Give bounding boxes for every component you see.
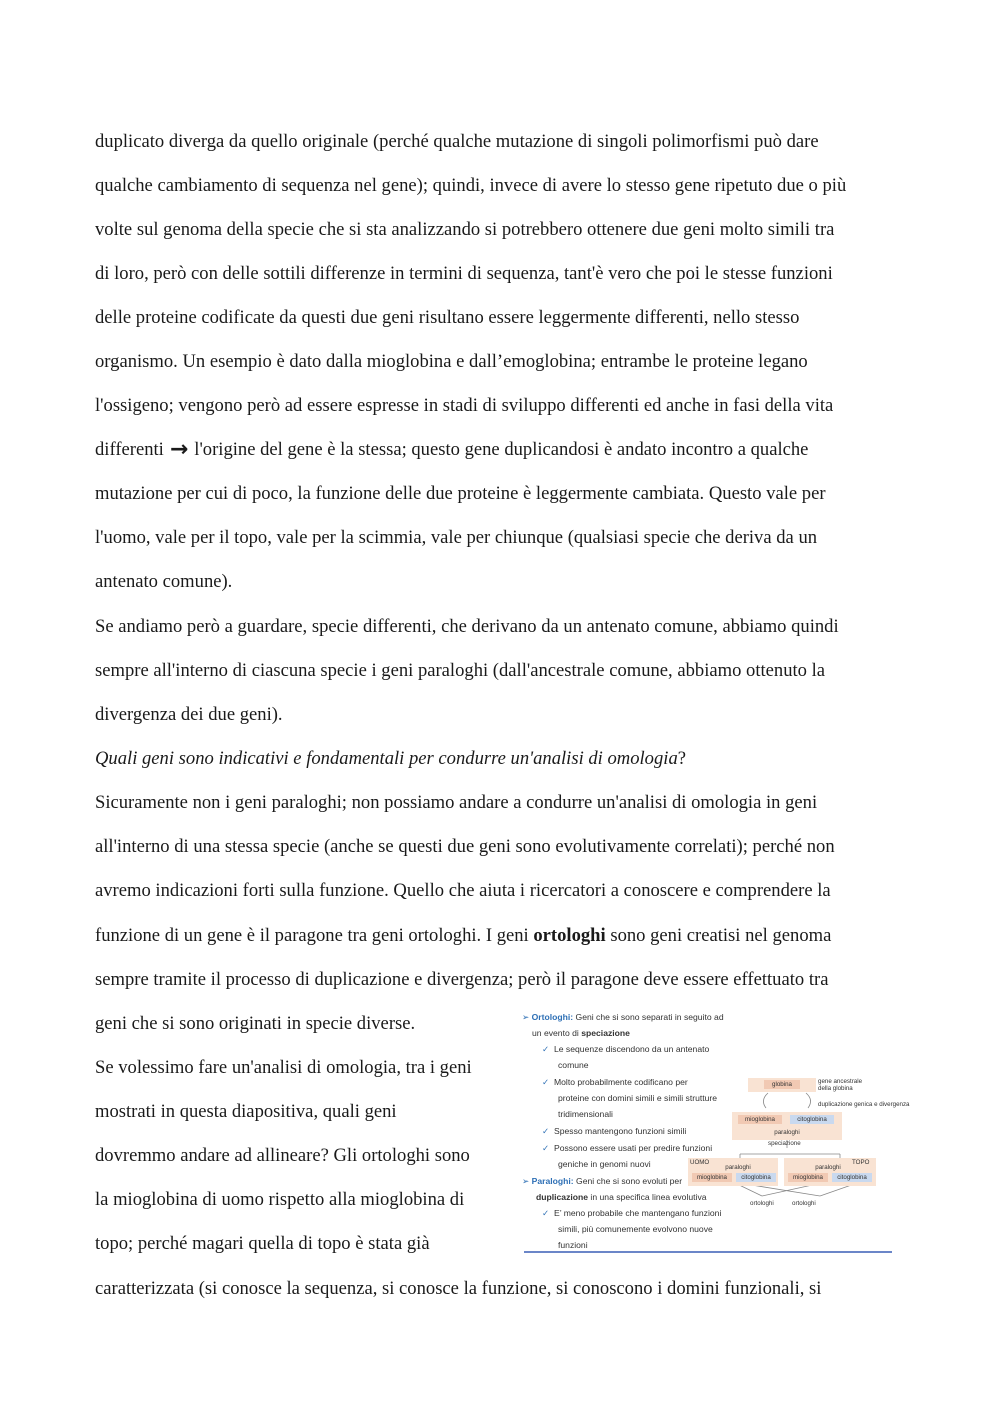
check-icon: ✓ bbox=[542, 1044, 550, 1054]
body-line: duplicato diverga da quello originale (perché qualche mutazione di singoli polimorfismi può dare bbox=[95, 131, 819, 152]
body-line bbox=[95, 924, 831, 948]
term-speciazione: speciazione bbox=[581, 1028, 630, 1038]
globina-label: globina bbox=[764, 1080, 800, 1089]
sub-bullet-text: simili, più comunemente evolvono nuove bbox=[558, 1224, 713, 1234]
body-line: qualche cambiamento di sequenza nel gene); quindi, invece di avere lo stesso gene ripetuto due o più bbox=[95, 175, 847, 196]
sub-bullet-text: proteine con domini simili e simili strutture bbox=[558, 1093, 718, 1103]
globina-box bbox=[748, 1078, 816, 1092]
slide-figure bbox=[520, 1008, 910, 1256]
sub-bullet-text: funzioni bbox=[558, 1240, 588, 1250]
bullet-text: un evento di bbox=[532, 1028, 582, 1038]
bullet-text: in una specifica linea evolutiva bbox=[588, 1192, 707, 1202]
body-line: Sicuramente non i geni paraloghi; non possiamo andare a condurre un'analisi di omologia in geni bbox=[95, 792, 818, 813]
topo-label: TOPO bbox=[852, 1159, 870, 1166]
body-line: sempre all'interno di ciascuna specie i geni paraloghi (dall'ancestrale comune, abbiamo ottenuto la bbox=[95, 660, 826, 681]
question-text: Quali geni sono indicativi e fondamentali per condurre un'analisi di omologia bbox=[95, 748, 678, 769]
mioglobina-label: mioglobina bbox=[788, 1173, 828, 1182]
citoglobina-label: citoglobina bbox=[790, 1115, 834, 1124]
sub-bullet-text: Molto probabilmente codificano per bbox=[553, 1077, 688, 1087]
sub-bullet-text: Le sequenze discendono da un antenato bbox=[553, 1044, 710, 1054]
body-line: organismo. Un esempio è dato dalla mioglobina e dall’emoglobina; entrambe le proteine legano bbox=[95, 351, 808, 372]
ancestral-label: gene ancestrale bbox=[818, 1078, 863, 1085]
question-mark: ? bbox=[677, 748, 687, 769]
body-line: di loro, però con delle sottili differenze in termini di sequenza, tant'è vero che poi le stesse funzioni bbox=[95, 263, 833, 284]
check-icon: ✓ bbox=[542, 1208, 550, 1218]
paraloghi-label: paraloghi bbox=[774, 1129, 800, 1136]
body-text: l'origine del gene è la stessa; questo gene duplicandosi è andato incontro a qualche bbox=[194, 439, 809, 460]
sub-bullet-text: tridimensionali bbox=[558, 1109, 613, 1119]
body-line bbox=[95, 438, 808, 462]
sub-bullet-text: Possono essere usati per predire funzioni bbox=[553, 1143, 713, 1153]
arrow-bullet-icon: ➢ bbox=[522, 1176, 530, 1186]
check-icon: ✓ bbox=[542, 1077, 550, 1087]
body-line: dovremmo andare ad allineare? Gli ortologhi sono bbox=[95, 1145, 470, 1166]
paraloghi-label: paraloghi bbox=[725, 1164, 751, 1171]
right-arrow-icon: → bbox=[169, 437, 189, 462]
body-line: avremo indicazioni forti sulla funzione. Quello che aiuta i ricercatori a conoscere e comprendere la bbox=[95, 880, 831, 901]
sub-bullet-text: geniche in genomi nuovi bbox=[558, 1159, 651, 1169]
arrow-bullet-icon: ➢ bbox=[522, 1012, 530, 1022]
paraloghi-label: paraloghi bbox=[815, 1164, 841, 1171]
duplication-label: duplicazione genica e divergenza bbox=[818, 1101, 910, 1108]
body-line: all'interno di una stessa specie (anche se questi due geni sono evolutivamente correlati); perché non bbox=[95, 836, 835, 857]
body-line: la mioglobina di uomo rispetto alla mioglobina di bbox=[95, 1189, 465, 1210]
body-text: sono geni creatisi nel genoma bbox=[605, 925, 832, 946]
uomo-label: UOMO bbox=[690, 1159, 710, 1166]
check-icon: ✓ bbox=[542, 1143, 550, 1153]
body-line: sempre tramite il processo di duplicazione e divergenza; però il paragone deve essere effettuato tra bbox=[95, 969, 829, 990]
mioglobina-label: mioglobina bbox=[738, 1115, 782, 1124]
body-line: mutazione per cui di poco, la funzione delle due proteine è leggermente cambiata. Questo vale per bbox=[95, 483, 826, 504]
body-line: mostrati in questa diapositiva, quali geni bbox=[95, 1101, 397, 1122]
term-duplicazione: duplicazione bbox=[536, 1192, 589, 1202]
uomo-box bbox=[688, 1158, 778, 1186]
sub-bullet-text: comune bbox=[558, 1060, 589, 1070]
speciazione-label: speciazione bbox=[768, 1140, 801, 1147]
ortologhi-label: ortologhi bbox=[750, 1200, 774, 1207]
body-line: topo; perché magari quella di topo è stata già bbox=[95, 1233, 430, 1254]
slide-bottom-rule bbox=[524, 1251, 892, 1253]
body-line: Se andiamo però a guardare, specie differenti, che derivano da un antenato comune, abbiamo quindi bbox=[95, 616, 839, 637]
body-line: l'uomo, vale per il topo, vale per la scimmia, vale per chiunque (qualsiasi specie che deriva da un bbox=[95, 527, 818, 548]
body-line: caratterizzata (si conosce la sequenza, si conosce la funzione, si conoscono i domini funzionali, si bbox=[95, 1278, 822, 1299]
body-line: delle proteine codificate da questi due geni risultano essere leggermente differenti, nello stesso bbox=[95, 307, 800, 328]
body-line: l'ossigeno; vengono però ad essere espresse in stadi di sviluppo differenti ed anche in fasi della vita bbox=[95, 395, 834, 416]
ortologhi-label: ortologhi bbox=[792, 1200, 816, 1207]
bullet-text: Geni che si sono evoluti per bbox=[573, 1176, 683, 1186]
ancestral-label: della globina bbox=[818, 1085, 853, 1092]
term-ortologhi-label: Ortologhi: bbox=[531, 1012, 574, 1022]
question-line bbox=[95, 747, 686, 771]
bullet-text: Geni che si sono separati in seguito ad bbox=[573, 1012, 724, 1022]
sub-bullet-text: E’ meno probabile che mantengano funzioni bbox=[553, 1208, 722, 1218]
citoglobina-label: citoglobina bbox=[736, 1173, 776, 1182]
paraloghi-box bbox=[732, 1112, 842, 1140]
body-text: funzione di un gene è il paragone tra geni ortologhi. I geni bbox=[95, 925, 534, 946]
term-ortologhi: ortologhi bbox=[533, 925, 606, 946]
body-line: Se volessimo fare un'analisi di omologia, tra i geni bbox=[95, 1057, 472, 1078]
body-line: geni che si sono originati in specie diverse. bbox=[95, 1013, 416, 1034]
mioglobina-label: mioglobina bbox=[692, 1173, 732, 1182]
body-line: volte sul genoma della specie che si sta analizzando si potrebbero ottenere due geni molto simili tra bbox=[95, 219, 835, 240]
check-icon: ✓ bbox=[542, 1126, 550, 1136]
citoglobina-label: citoglobina bbox=[832, 1173, 872, 1182]
sub-bullet-text: Spesso mantengono funzioni simili bbox=[553, 1126, 687, 1136]
body-line: divergenza dei due geni). bbox=[95, 704, 283, 725]
term-paraloghi-label: Paraloghi: bbox=[531, 1176, 574, 1186]
topo-box bbox=[784, 1158, 876, 1186]
body-text: differenti bbox=[95, 439, 164, 460]
body-line: antenato comune). bbox=[95, 571, 233, 592]
